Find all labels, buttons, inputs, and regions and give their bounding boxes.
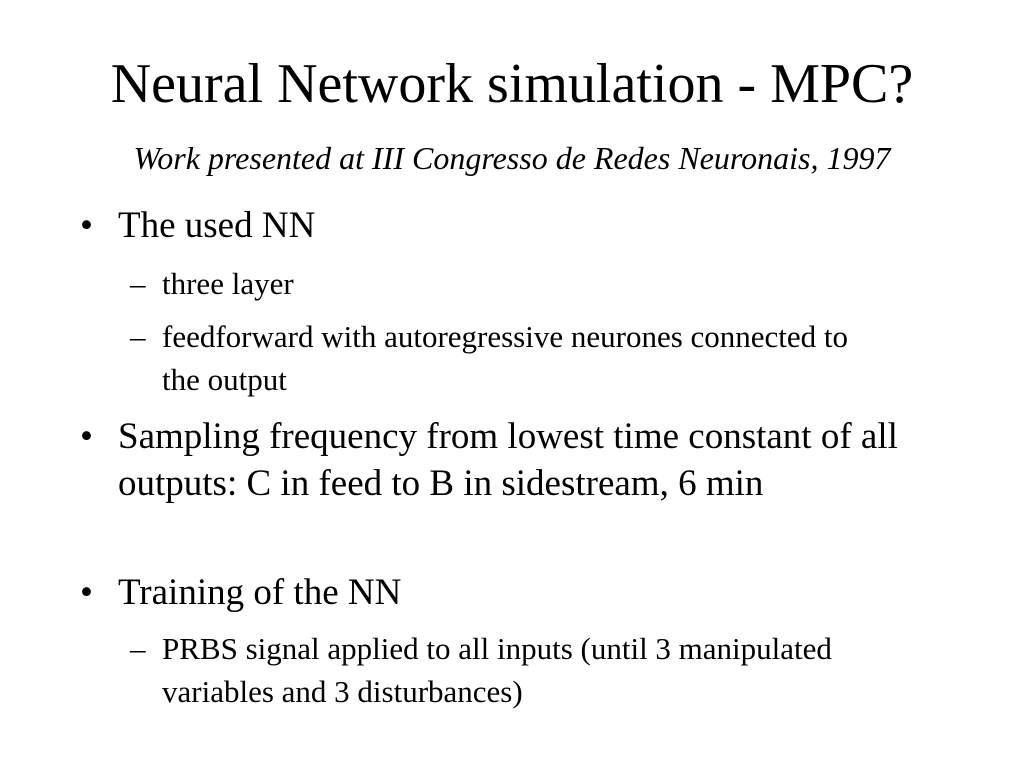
bullet-text: The used NN xyxy=(118,205,316,246)
bullet-marker: • xyxy=(80,572,93,613)
sub-bullet-marker: – xyxy=(130,319,146,354)
bullet-marker: • xyxy=(80,205,93,246)
bullet-text: Training of the NN xyxy=(118,572,402,613)
slide-title: Neural Network simulation - MPC? xyxy=(110,53,914,115)
bullet-item xyxy=(80,413,958,507)
sub-bullet-item xyxy=(130,262,882,305)
bullet-item xyxy=(80,569,958,616)
bullet-marker: • xyxy=(80,416,93,457)
slide-subtitle: Work presented at III Congresso de Redes Neuronais, 1997 xyxy=(133,140,891,176)
bullet-item xyxy=(80,202,958,249)
sub-bullet-marker: – xyxy=(130,266,146,301)
sub-bullet-item xyxy=(130,315,882,401)
sub-bullet-text: PRBS signal applied to all inputs (until 3 manipulated variables and 3 disturbances) xyxy=(162,631,832,709)
sub-bullet-text: feedforward with autoregressive neurones connected to the output xyxy=(162,319,849,397)
sub-bullet-text: three layer xyxy=(162,266,294,301)
sub-bullet-marker: – xyxy=(130,631,146,666)
bullet-text: Sampling frequency from lowest time constant of all outputs: C in feed to B in sidestream, 6 min xyxy=(118,416,898,504)
sub-bullet-item xyxy=(130,627,882,713)
